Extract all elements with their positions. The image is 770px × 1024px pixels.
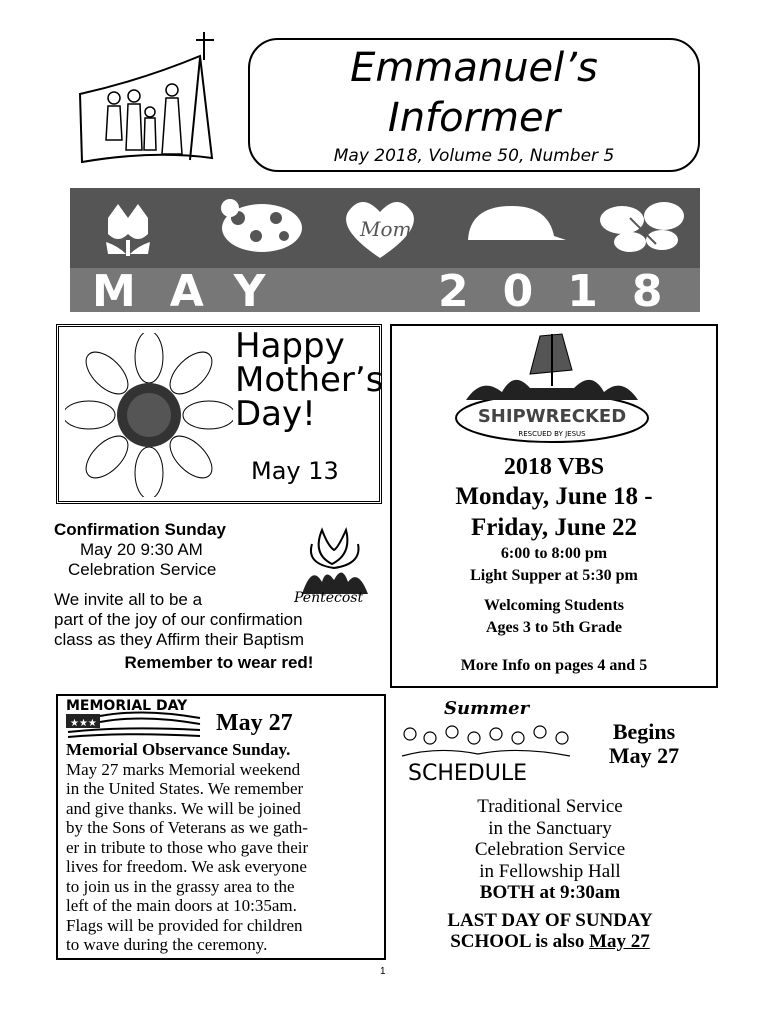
headline-line1: Happy (235, 326, 345, 366)
memorial-line: Flags will be provided for children (66, 915, 303, 935)
newsletter-title-line2: Informer (387, 95, 561, 141)
memorial-line: er in tribute to those who gave their (66, 837, 309, 857)
shipwrecked-logo-icon (452, 330, 652, 450)
ladybug-icon (221, 199, 302, 252)
summer-begins (596, 720, 692, 768)
church-logo-icon (72, 30, 222, 170)
banner-year: 2018 (438, 266, 697, 317)
memorial-line: to join us in the grassy area to the (66, 876, 295, 896)
memorial-line: lives for freedom. We ask everyone (66, 857, 307, 876)
memorial-heading: Memorial Observance Sunday. (66, 740, 291, 759)
memorial-line: May 27 marks Memorial weekend (66, 759, 301, 779)
newsletter-issue: May 2018, Volume 50, Number 5 (333, 146, 615, 166)
memorial-line: and give thanks. We will be joined (66, 798, 301, 818)
cap-icon (468, 206, 566, 240)
memorial-body (66, 740, 382, 955)
vbs-dates-line1: Monday, June 18 - (455, 483, 653, 510)
mothers-day-box (56, 324, 382, 504)
memorial-heading-text: Memorial Observance Sunday (66, 740, 287, 759)
remember-red: Remember to wear red! (124, 653, 314, 672)
vbs-welcome2: Ages 3 to 5th Grade (486, 619, 622, 636)
shipwrecked-text: SHIPWRECKED (477, 406, 627, 427)
schedule-time: BOTH at 9:30am (479, 882, 621, 903)
confirmation-invite3: class as they Affirm their Baptism (54, 630, 305, 649)
memorial-logo-text: MEMORIAL DAY (66, 698, 188, 714)
masthead (248, 38, 700, 172)
schedule-line: in the Sanctuary (488, 817, 612, 839)
confirmation-service: Celebration Service (68, 560, 217, 579)
may-banner (70, 188, 700, 317)
tulip-icon (106, 204, 150, 256)
vbs-box (390, 324, 718, 688)
pentecost-label: Pentecost (294, 590, 364, 606)
banner-icons (70, 188, 700, 268)
vbs-title: 2018 VBS (503, 454, 605, 480)
schedule-line: in Fellowship Hall (479, 860, 621, 882)
butterfly-icon (600, 202, 684, 252)
memorial-day-flag-icon (64, 696, 204, 740)
schedule-line: Celebration Service (474, 839, 626, 860)
last-day-line1: LAST DAY OF SUNDAY (447, 910, 653, 931)
heart-icon (346, 202, 414, 258)
newsletter-title-line1: Emmanuel’s (350, 45, 598, 91)
banner-month: MAY (92, 266, 300, 317)
memorial-line: to wave during the ceremony. (66, 935, 268, 954)
schedule-word: SCHEDULE (408, 761, 527, 786)
begins-label: Begins (612, 719, 676, 744)
memorial-date: May 27 (216, 710, 293, 736)
mothers-day-headline (235, 326, 384, 434)
last-day-notice (400, 910, 700, 952)
vbs-welcome1: Welcoming Students (483, 597, 624, 614)
memorial-line: left of the main doors at 10:35am. (66, 896, 297, 915)
svg-text:★★★: ★★★ (70, 718, 97, 729)
memorial-line: in the United States. We remember (66, 779, 304, 798)
confirmation-invite1: We invite all to be a (54, 590, 203, 609)
headline-line3: Day! (235, 394, 316, 434)
memorial-line: by the Sons of Veterans as we gath- (66, 818, 308, 837)
begins-date: May 27 (608, 743, 680, 768)
confirmation-time: May 20 9:30 AM (80, 540, 203, 559)
page-number: 1 (380, 966, 386, 977)
last-day-date: May 27 (589, 931, 650, 952)
summer-schedule-logo-icon (398, 696, 574, 788)
last-day-line2 (400, 931, 700, 952)
vbs-more-info: More Info on pages 4 and 5 (460, 657, 648, 674)
sunflower-icon (65, 333, 233, 497)
summer-word: Summer (444, 698, 530, 719)
summer-schedule-details (400, 796, 700, 904)
schedule-line: Traditional Service (477, 796, 623, 817)
vbs-supper: Light Supper at 5:30 pm (470, 567, 638, 584)
confirmation-title: Confirmation Sunday (54, 520, 226, 539)
shipwrecked-subtext: RESCUED BY JESUS (518, 430, 586, 438)
vbs-dates-line2: Friday, June 22 (471, 514, 637, 541)
mothers-day-date: May 13 (251, 457, 339, 485)
vbs-time: 6:00 to 8:00 pm (500, 545, 608, 562)
heart-text: Mom (360, 217, 412, 241)
pentecost-dove-icon (292, 524, 378, 606)
confirmation-invite2: part of the joy of our confirmation (54, 610, 303, 629)
headline-line2: Mother’s (235, 360, 384, 400)
last-day-text: SCHOOL is also (450, 931, 590, 952)
